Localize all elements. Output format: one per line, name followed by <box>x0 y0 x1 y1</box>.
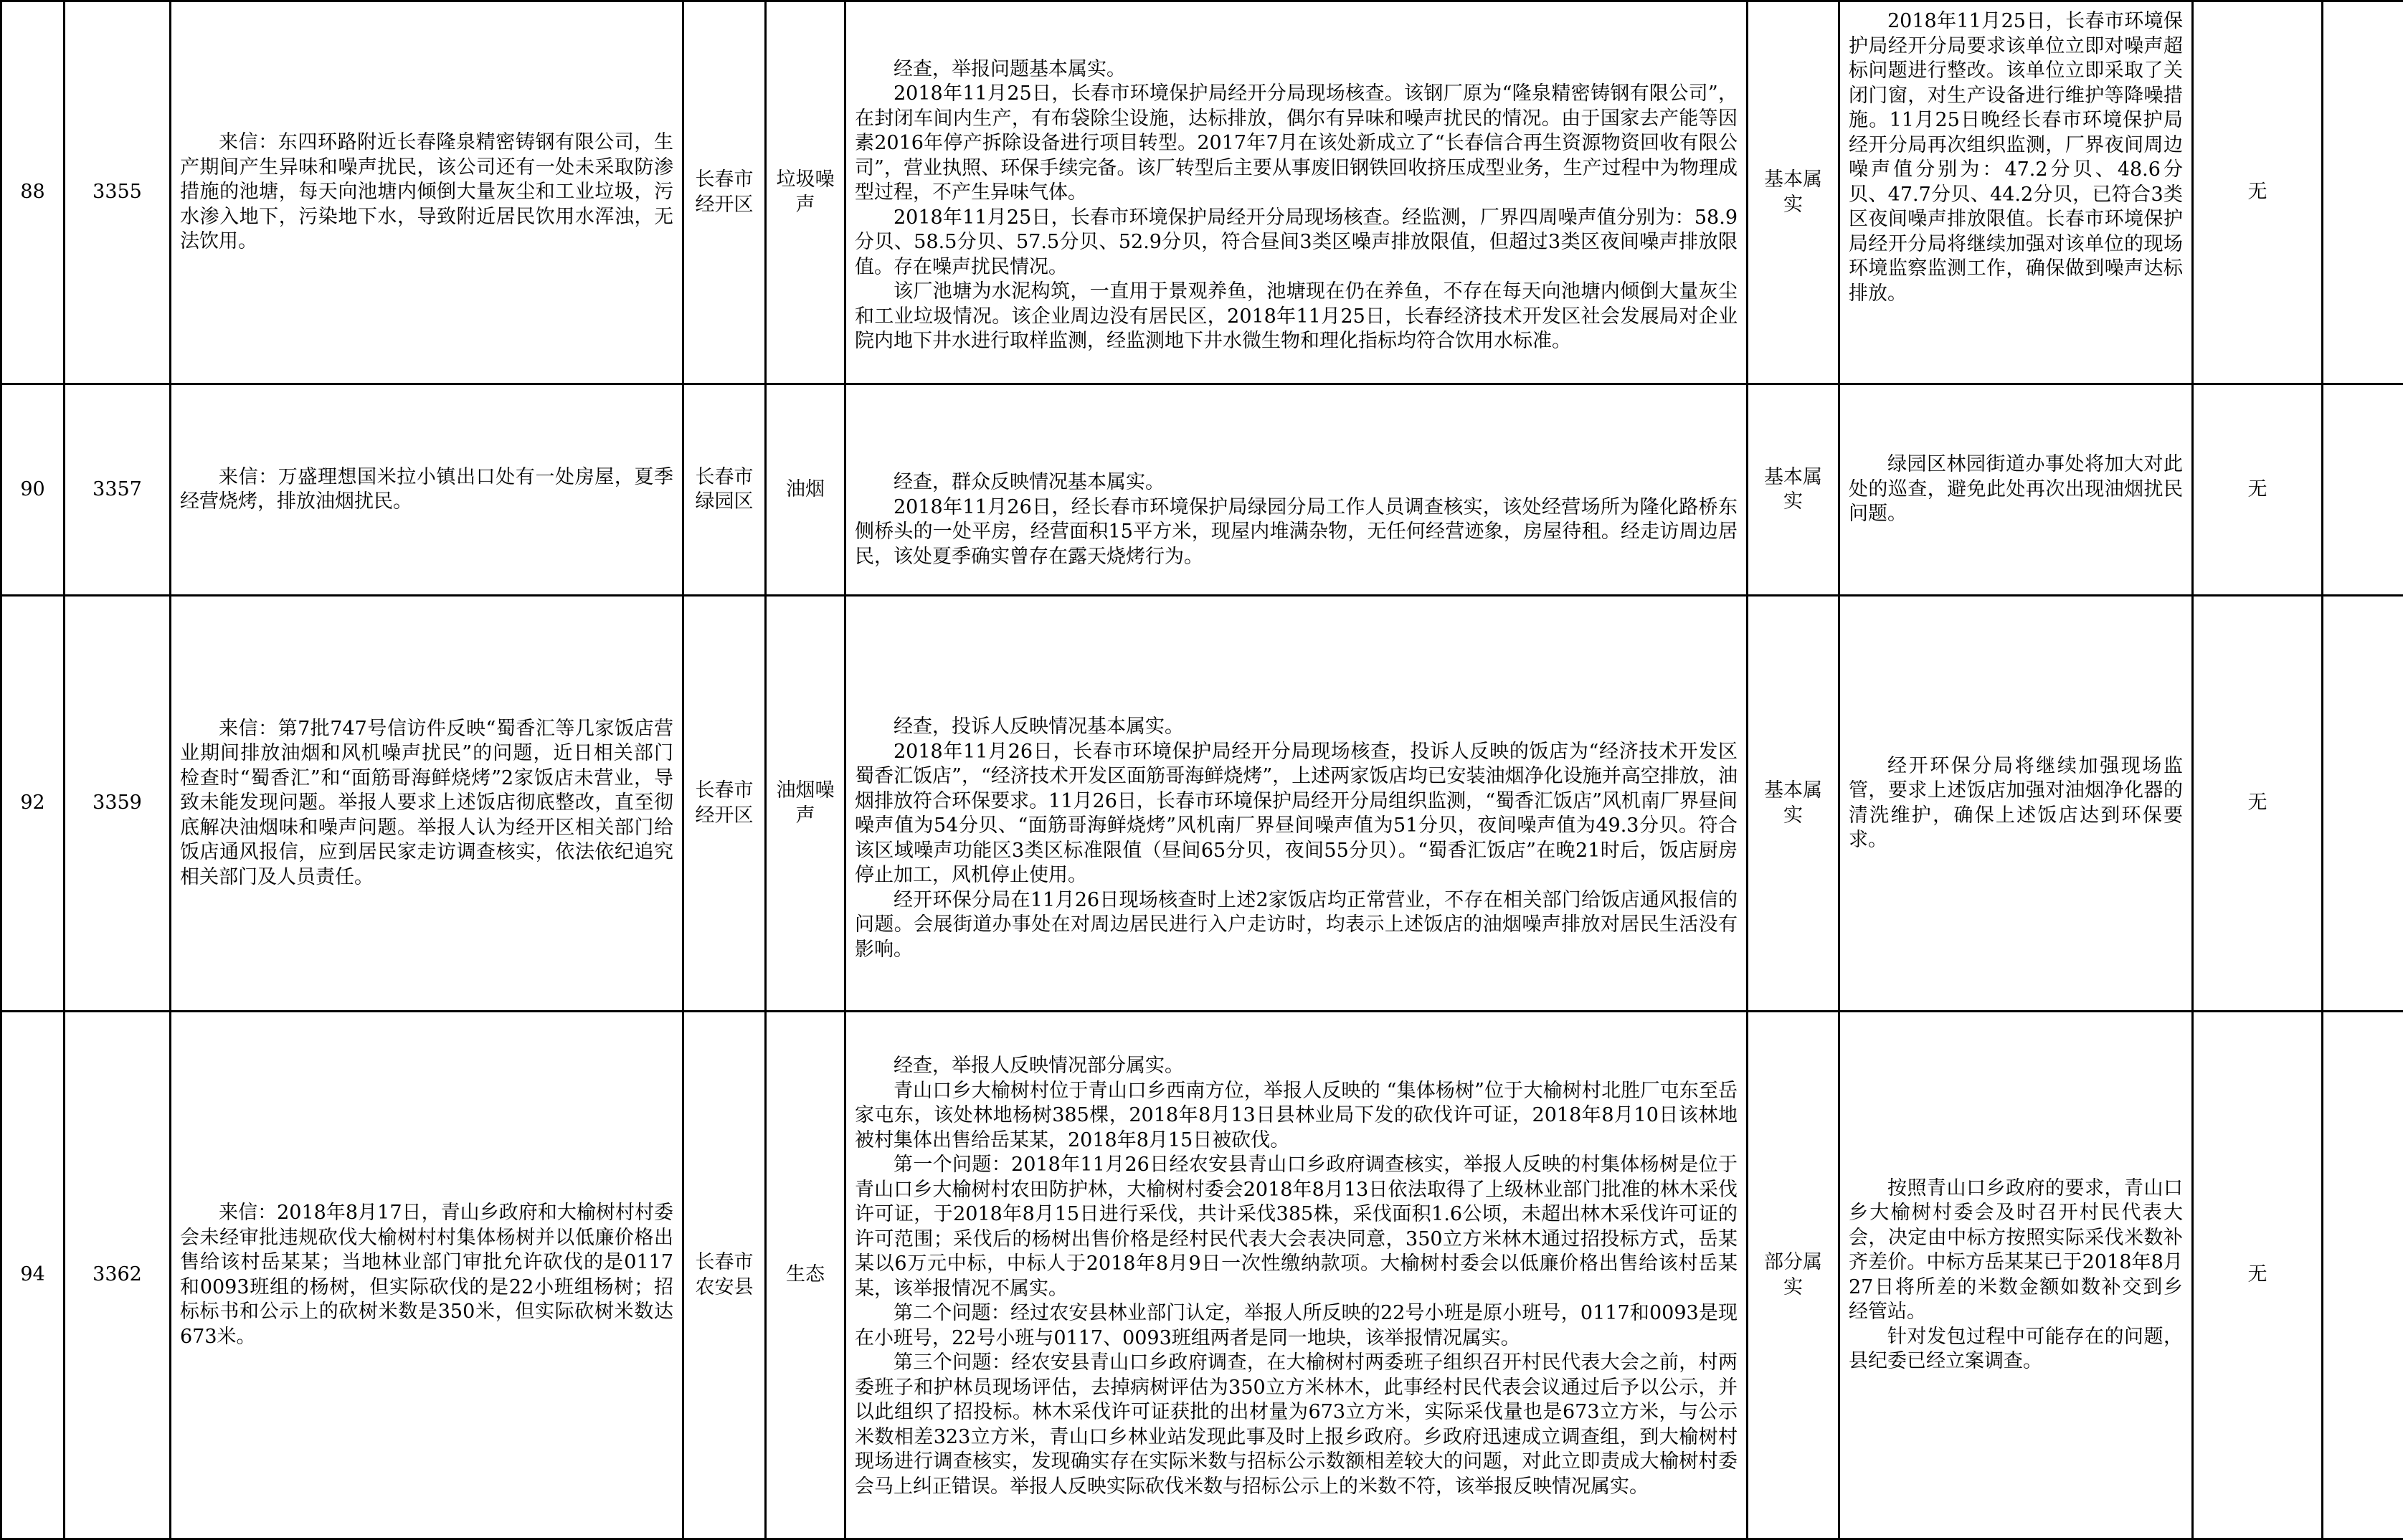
table-row <box>1 1 2403 384</box>
blank-cell <box>2323 1 2403 384</box>
verdict-cell: 基本属实 <box>1748 1 1839 384</box>
accountability-cell: 无 <box>2193 1012 2323 1539</box>
finding-cell <box>845 596 1748 1012</box>
table-body <box>1 1 2403 1539</box>
finding-paragraph: 2018年11月26日，经长春市环境保护局绿园分局工作人员调查核实，该处经营场所为隆化路桥东侧桥头的一处平房，经营面积15平方米，现屋内堆满杂物，无任何经营迹象，房屋待租。经走访周边居民，该处夏季确实曾存在露天烧烤行为。 <box>855 495 1738 570</box>
finding-paragraph: 2018年11月26日，长春市环境保护局经开分局现场核查，投诉人反映的饭店为“经济技术开发区蜀香汇饭店”，“经济技术开发区面筋哥海鲜烧烤”，上述两家饭店均已安装油烟净化设施并高空排放，油烟排放符合环保要求。11月26日，长春市环境保护局经开分局组织监测，“蜀香汇饭店”风机南厂界昼间噪声值为54分贝、“面筋哥海鲜烧烤”风机南厂界昼间噪声值为51分贝，夜间噪声值为49.3分贝。符合该区域噪声功能区3类区标准限值（昼间65分贝，夜间55分贝）。“蜀香汇饭店”在晚21时后，饭店厨房停止加工，风机停止使用。 <box>855 740 1738 888</box>
table-row <box>1 596 2403 1012</box>
action-paragraph: 针对发包过程中可能存在的问题，县纪委已经立案调查。 <box>1849 1325 2183 1374</box>
action-paragraph: 经开环保分局将继续加强现场监管，要求上述饭店加强对油烟净化器的清洗维护，确保上述饭店达到环保要求。 <box>1849 754 2183 853</box>
type-cell: 油烟 <box>766 384 845 596</box>
table-row <box>1 384 2403 596</box>
finding-cell <box>845 384 1748 596</box>
row-id-cell: 3355 <box>65 1 171 384</box>
action-cell <box>1839 596 2193 1012</box>
action-cell <box>1839 384 2193 596</box>
area-cell: 长春市经开区 <box>683 596 766 1012</box>
blank-cell <box>2323 596 2403 1012</box>
finding-paragraph: 第三个问题：经农安县青山口乡政府调查，在大榆树村两委班子组织召开村民代表大会之前，村两委班子和护林员现场评估，去掉病树评估为350立方米林木，此事经村民代表会议通过后予以公示，并以此组织了招投标。林木采伐许可证获批的出材量为673立方米，实际采伐量也是673立方米，与公示米数相差323立方米，青山口乡林业站发现此事及时上报乡政府。乡政府迅速成立调查组，到大榆树村现场进行调查核实，发现确实存在实际米数与招标公示数额相差较大的问题，对此立即责成大榆树村委会马上纠正错误。举报人反映实际砍伐米数与招标公示上的米数不符，该举报反映情况属实。 <box>855 1351 1738 1499</box>
complaint-cell <box>171 1 683 384</box>
row-id-cell: 3362 <box>65 1012 171 1539</box>
finding-paragraph: 经开环保分局在11月26日现场核查时上述2家饭店均正常营业，不存在相关部门给饭店通风报信的问题。会展街道办事处在对周边居民进行入户走访时，均表示上述饭店的油烟噪声排放对居民生活没有影响。 <box>855 888 1738 963</box>
complaint-text: 来信：万盛理想国米拉小镇出口处有一处房屋，夏季经营烧烤，排放油烟扰民。 <box>180 465 673 515</box>
finding-cell <box>845 1012 1748 1539</box>
area-cell: 长春市经开区 <box>683 1 766 384</box>
finding-paragraph: 经查，举报人反映情况部分属实。 <box>855 1054 1738 1079</box>
blank-cell <box>2323 1012 2403 1539</box>
type-cell: 生态 <box>766 1012 845 1539</box>
accountability-cell: 无 <box>2193 384 2323 596</box>
finding-paragraph: 2018年11月25日，长春市环境保护局经开分局现场核查。经监测，厂界四周噪声值分别为：58.9分贝、58.5分贝、57.5分贝、52.9分贝，符合昼间3类区噪声排放限值，但超过3类区夜间噪声排放限值。存在噪声扰民情况。 <box>855 206 1738 280</box>
table-row <box>1 1012 2403 1539</box>
finding-paragraph: 青山口乡大榆树村位于青山口乡西南方位，举报人反映的 “集体杨树”位于大榆树村北胜厂屯东至岳家屯东，该处林地杨树385棵，2018年8月13日县林业局下发的砍伐许可证，2018年8月10日该林地被村集体出售给岳某某，2018年8月15日被砍伐。 <box>855 1079 1738 1154</box>
area-cell: 长春市绿园区 <box>683 384 766 596</box>
row-seq-cell: 90 <box>1 384 65 596</box>
finding-paragraph: 经查，举报问题基本属实。 <box>855 57 1738 82</box>
finding-paragraph: 经查，群众反映情况基本属实。 <box>855 470 1738 495</box>
finding-paragraph: 第一个问题：2018年11月26日经农安县青山口乡政府调查核实，举报人反映的村集体杨树是位于青山口乡大榆树村农田防护林，大榆树村委会2018年8月13日依法取得了上级林业部门批准的林木采伐许可证，于2018年8月15日进行采伐，共计采伐385株，采伐面积1.6公顷，未超出林木采伐许可证的许可范围；采伐后的杨树出售价格是经村民代表大会表决同意，350立方米林木通过招投标方式，岳某某以6万元中标，中标人于2018年8月9日一次性缴纳款项。大榆树村委会以低廉价格出售给该村岳某某，该举报情况不属实。 <box>855 1153 1738 1301</box>
complaint-text: 来信：东四环路附近长春隆泉精密铸钢有限公司，生产期间产生异味和噪声扰民，该公司还有一处未采取防渗措施的池塘，每天向池塘内倾倒大量灰尘和工业垃圾，污水渗入地下，污染地下水，导致附近居民饮用水浑浊，无法饮用。 <box>180 130 673 255</box>
verdict-cell: 基本属实 <box>1748 596 1839 1012</box>
action-cell <box>1839 1012 2193 1539</box>
complaint-cell <box>171 596 683 1012</box>
finding-paragraph: 第二个问题：经过农安县林业部门认定，举报人所反映的22号小班是原小班号，0117和0093是现在小班号，22号小班与0117、0093班组两者是同一地块，该举报情况属实。 <box>855 1301 1738 1351</box>
verdict-cell: 基本属实 <box>1748 384 1839 596</box>
finding-paragraph: 2018年11月25日，长春市环境保护局经开分局现场核查。该钢厂原为“隆泉精密铸钢有限公司”，在封闭车间内生产，有布袋除尘设施，达标排放，偶尔有异味和噪声扰民的情况。由于国家去产能等因素2016年停产拆除设备进行项目转型。2017年7月在该处新成立了“长春信合再生资源物资回收有限公司”，营业执照、环保手续完备。该厂转型后主要从事废旧钢铁回收挤压成型业务，生产过程中为物理成型过程，不产生异味气体。 <box>855 82 1738 206</box>
finding-paragraph: 经查，投诉人反映情况基本属实。 <box>855 715 1738 740</box>
action-paragraph: 2018年11月25日，长春市环境保护局经开分局要求该单位立即对噪声超标问题进行整改。该单位立即采取了关闭门窗，对生产设备进行维护等降噪措施。11月25日晚经长春市环境保护局经开分局再次组织监测，厂界夜间周边噪声值分别为：47.2分贝、48.6分贝、47.7分贝、44.2分贝，已符合3类区夜间噪声排放限值。长春市环境保护局经开分局将继续加强对该单位的现场环境监察监测工作，确保做到噪声达标排放。 <box>1849 9 2183 306</box>
complaint-text: 来信：第7批747号信访件反映“蜀香汇等几家饭店营业期间排放油烟和风机噪声扰民”的问题，近日相关部门检查时“蜀香汇”和“面筋哥海鲜烧烤”2家饭店未营业，导致未能发现问题。举报人要求上述饭店彻底整改，直至彻底解决油烟味和噪声问题。举报人认为经开区相关部门给饭店通风报信，应到居民家走访调查核实，依法依纪追究相关部门及人员责任。 <box>180 717 673 890</box>
row-id-cell: 3357 <box>65 384 171 596</box>
type-cell: 油烟噪声 <box>766 596 845 1012</box>
action-cell <box>1839 1 2193 384</box>
row-id-cell: 3359 <box>65 596 171 1012</box>
row-seq-cell: 88 <box>1 1 65 384</box>
row-seq-cell: 92 <box>1 596 65 1012</box>
finding-paragraph: 该厂池塘为水泥构筑，一直用于景观养鱼，池塘现在仍在养鱼，不存在每天向池塘内倾倒大量灰尘和工业垃圾情况。该企业周边没有居民区，2018年11月25日，长春经济技术开发区社会发展局对企业院内地下井水进行取样监测，经监测地下井水微生物和理化指标均符合饮用水标准。 <box>855 280 1738 354</box>
type-cell: 垃圾噪声 <box>766 1 845 384</box>
verdict-cell: 部分属实 <box>1748 1012 1839 1539</box>
accountability-cell: 无 <box>2193 1 2323 384</box>
action-paragraph: 按照青山口乡政府的要求，青山口乡大榆树村委会及时召开村民代表大会，决定由中标方按照实际采伐米数补齐差价。中标方岳某某已于2018年8月27日将所差的米数金额如数补交到乡经管站。 <box>1849 1177 2183 1325</box>
blank-cell <box>2323 384 2403 596</box>
finding-cell <box>845 1 1748 384</box>
row-seq-cell: 94 <box>1 1012 65 1539</box>
accountability-cell: 无 <box>2193 596 2323 1012</box>
complaint-text: 来信：2018年8月17日，青山乡政府和大榆树村村委会未经审批违规砍伐大榆树村村集体杨树并以低廉价格出售给该村岳某某；当地林业部门审批允许砍伐的是0117和0093班组的杨树，但实际砍伐的是22小班组杨树；招标标书和公示上的砍树米数是350米，但实际砍树米数达673米。 <box>180 1201 673 1349</box>
complaint-cell <box>171 1012 683 1539</box>
action-paragraph: 绿园区林园街道办事处将加大对此处的巡查，避免此处再次出现油烟扰民问题。 <box>1849 452 2183 527</box>
area-cell: 长春市农安县 <box>683 1012 766 1539</box>
complaint-cell <box>171 384 683 596</box>
